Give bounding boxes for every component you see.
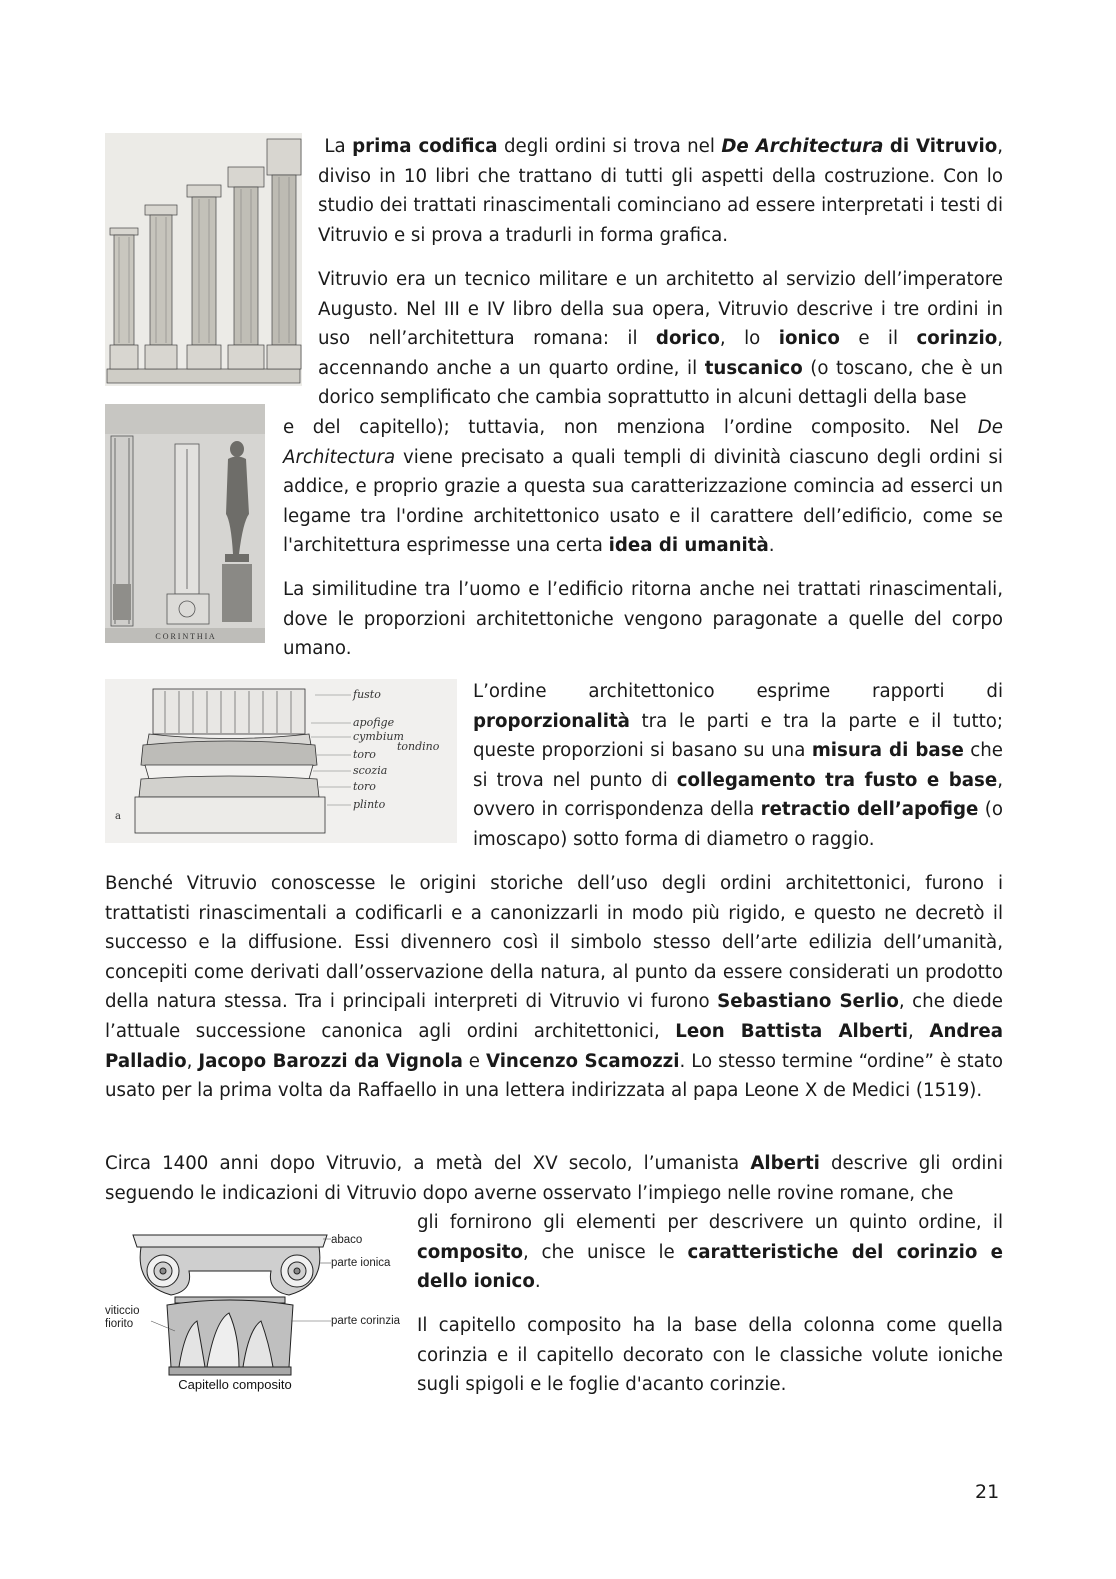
label-toro-upper: toro bbox=[353, 748, 376, 761]
label-cymbium: cymbium bbox=[353, 730, 404, 743]
label-parte-ionica: parte ionica bbox=[331, 1257, 391, 1269]
label-viticcio-fiorito: viticcio fiorito bbox=[105, 1305, 140, 1330]
orders-columns-drawing bbox=[105, 133, 302, 386]
corinthian-plate-drawing bbox=[105, 404, 265, 643]
paragraph-vitruvio-part1: Vitruvio era un tecnico militare e un architetto al servizio dell’imperatore Augusto. Nel III e IV libro della sua opera, Vitruvio descrive i tre ordini in uso nell’architettura romana: il dorico, lo ionico e il corinzio, accennando anche a un quarto ordine, il tuscanico (o toscano, che è un dorico semplificato che cambia soprattutto in alcuni dettagli della base bbox=[318, 269, 1003, 409]
label-scozia: scozia bbox=[353, 764, 388, 777]
corinthian-figure-plate bbox=[105, 404, 265, 643]
label-tondino: tondino bbox=[397, 740, 440, 753]
paragraph-capitello-composito: Il capitello composito ha la base della colonna come quella corinzia e il capitello decorato con le classiche volute ioniche sugli spigoli e le foglie d'acanto corinzie. bbox=[417, 1315, 1003, 1396]
corinthian-caption: C O R I N T H I A bbox=[155, 632, 215, 641]
paragraph-proporzionalita: L’ordine architettonico esprime rapporti di proporzionalità tra le parti e tra la parte e il tutto; queste proporzioni si basano su una misura di base che si trova nel punto di collegamento tra fusto e base, ovvero in corrispondenza della retractio dell’apofige (o imoscapo) sotto forma di diametro o raggio. bbox=[473, 681, 1003, 850]
composite-capital-figure bbox=[105, 1225, 400, 1397]
paragraph-trattatisti: Benché Vitruvio conoscesse le origini storiche dell’uso degli ordini architettonici, furono i trattatisti rinascimentali a codificarli e a canonizzarli in modo più rigido, e questo ne decretò il successo e la diffusione. Essi divennero così il simbolo stesso dell’arte edilizia dell’umanità, concepiti come derivati dall’osservazione della natura, al punto da essere considerati un prodotto della natura stessa. Tra i principali interpreti di Vitruvio vi furono Sebastiano Serlio, che diede l’attuale successione canonica agli ordini architettonici, Leon Battista Alberti, Andrea Palladio, Jacopo Barozzi da Vignola e Vincenzo Scamozzi. Lo stesso termine “ordine” è stato usato per la prima volta da Raffaello in una lettera indirizzata al papa Leone X de Medici (1519). bbox=[105, 873, 1003, 1102]
paragraph-similitudine: La similitudine tra l’uomo e l’edificio ritorna anche nei trattati rinascimentali, dove le proporzioni architettoniche vengono paragonate a quelle del corpo umano. bbox=[283, 579, 1003, 660]
paragraph-quinto-ordine: gli fornirono gli elementi per descrivere un quinto ordine, il composito, che unisce le caratteristiche del corinzio e dello ionico. bbox=[417, 1212, 1003, 1293]
paragraph-alberti: Circa 1400 anni dopo Vitruvio, a metà del XV secolo, l’umanista Alberti descrive gli ordini seguendo le indicazioni di Vitruvio dopo averne osservato l’impiego nelle rovine romane, che bbox=[105, 1153, 1004, 1204]
column-base-drawing bbox=[105, 679, 457, 843]
label-plinto: plinto bbox=[353, 798, 386, 811]
label-fusto: fusto bbox=[353, 688, 381, 701]
paragraph-vitruvio-part2: e del capitello); tuttavia, non menziona l’ordine composito. Nel De Architectura viene precisato a quali templi di divinità ciascuno degli ordini si addice, e proprio grazie a questa sua caratterizzazione comincia ad esserci un legame tra l'ordine architettonico usato e il carattere dell’edificio, come se l'architettura esprimesse una certa idea di umanità. bbox=[283, 417, 1003, 557]
page-number: 21 bbox=[975, 1481, 1000, 1503]
label-toro-lower: toro bbox=[353, 780, 376, 793]
orders-columns-figure bbox=[105, 133, 302, 386]
label-abaco: abaco bbox=[331, 1234, 363, 1246]
column-base-figure bbox=[105, 679, 457, 843]
composite-capital-drawing bbox=[105, 1225, 400, 1397]
paragraph-prima-codifica: La prima codifica degli ordini si trova nel De Architectura di Vitruvio, diviso in 10 libri che trattano di tutti gli aspetti della costruzione. Con lo studio dei trattati rinascimentali cominciano ad essere interpretati i testi di Vitruvio e si prova a tradurli in forma grafica. bbox=[318, 136, 1004, 246]
composite-capital-caption: Capitello composito bbox=[178, 1377, 292, 1392]
label-parte-corinzia: parte corinzia bbox=[331, 1315, 400, 1327]
label-apofige: apofige bbox=[353, 716, 395, 729]
figure-corner-mark: a bbox=[115, 811, 121, 822]
